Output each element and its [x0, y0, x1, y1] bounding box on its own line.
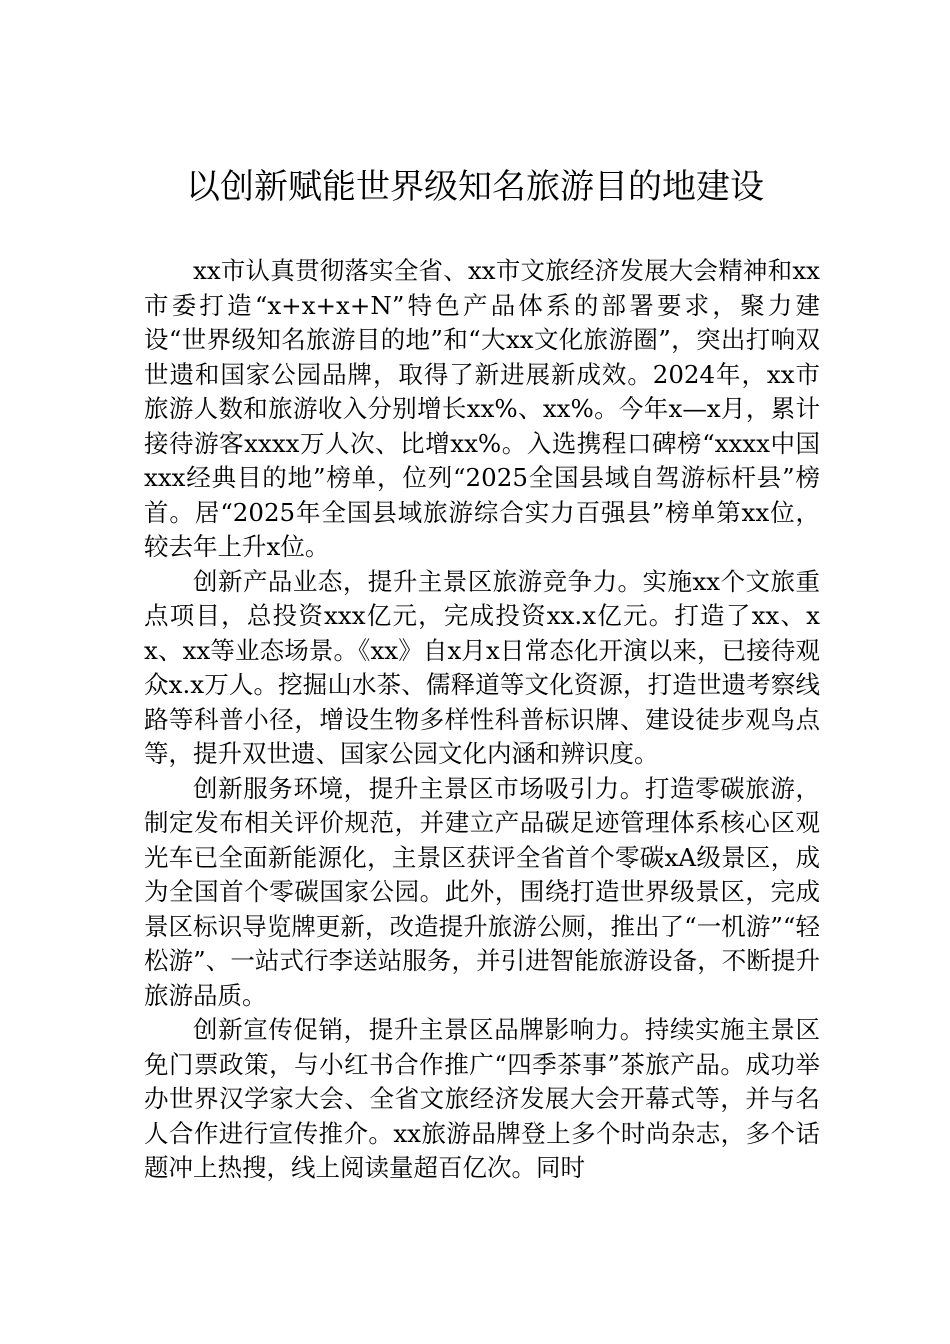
paragraph-promotion-innovation: 创新宣传促销，提升主景区品牌影响力。持续实施主景区免门票政策，与小红书合作推广“四季茶事”茶旅产品。成功举办世界汉学家大会、全省文旅经济发展大会开幕式等，并与名人合作进行宣传推介。xx旅游品牌登上多个时尚杂志，多个话题冲上热搜，线上阅读量超百亿次。同时	[144, 1015, 820, 1182]
document-body	[144, 254, 820, 1186]
paragraph-service-innovation: 创新服务环境，提升主景区市场吸引力。打造零碳旅游，制定发布相关评价规范，并建立产品碳足迹管理体系核心区观光车已全面新能源化，主景区获评全省首个零碳xA级景区，成为全国首个零碳国家公园。此外，围绕打造世界级景区，完成景区标识导览牌更新，改造提升旅游公厕，推出了“一机游”“轻松游”、一站式行李送站服务，并引进智能旅游设备，不断提升旅游品质。	[144, 773, 820, 1010]
paragraph-product-innovation: 创新产品业态，提升主景区旅游竞争力。实施xx个文旅重点项目，总投资xxx亿元，完成投资xx.x亿元。打造了xx、xx、xx等业态场景。《xx》自x月x日常态化开演以来，已接待观众x.x万人。挖掘山水茶、儒释道等文化资源，打造世遗考察线路等科普小径，增设生物多样性科普标识牌、建设徒步观鸟点等，提升双世遗、国家公园文化内涵和辨识度。	[144, 566, 820, 768]
paragraph-intro: xx市认真贯彻落实全省、xx市文旅经济发展大会精神和xx市委打造“x+x+x+N”特色产品体系的部署要求，聚力建设“世界级知名旅游目的地”和“大xx文化旅游圈”，突出打响双世遗和国家公园品牌，取得了新进展新成效。2024年，xx市旅游人数和旅游收入分别增长xx%、xx%。今年x—x月，累计接待游客xxxx万人次、比增xx%。入选携程口碑榜“xxxx中国xxx经典目的地”榜单，位列“2025全国县域自驾游标杆县”榜首。居“2025年全国县域旅游综合实力百强县”榜单第xx位，较去年上升x位。	[144, 256, 820, 561]
document-title: 以创新赋能世界级知名旅游目的地建设	[186, 167, 764, 207]
